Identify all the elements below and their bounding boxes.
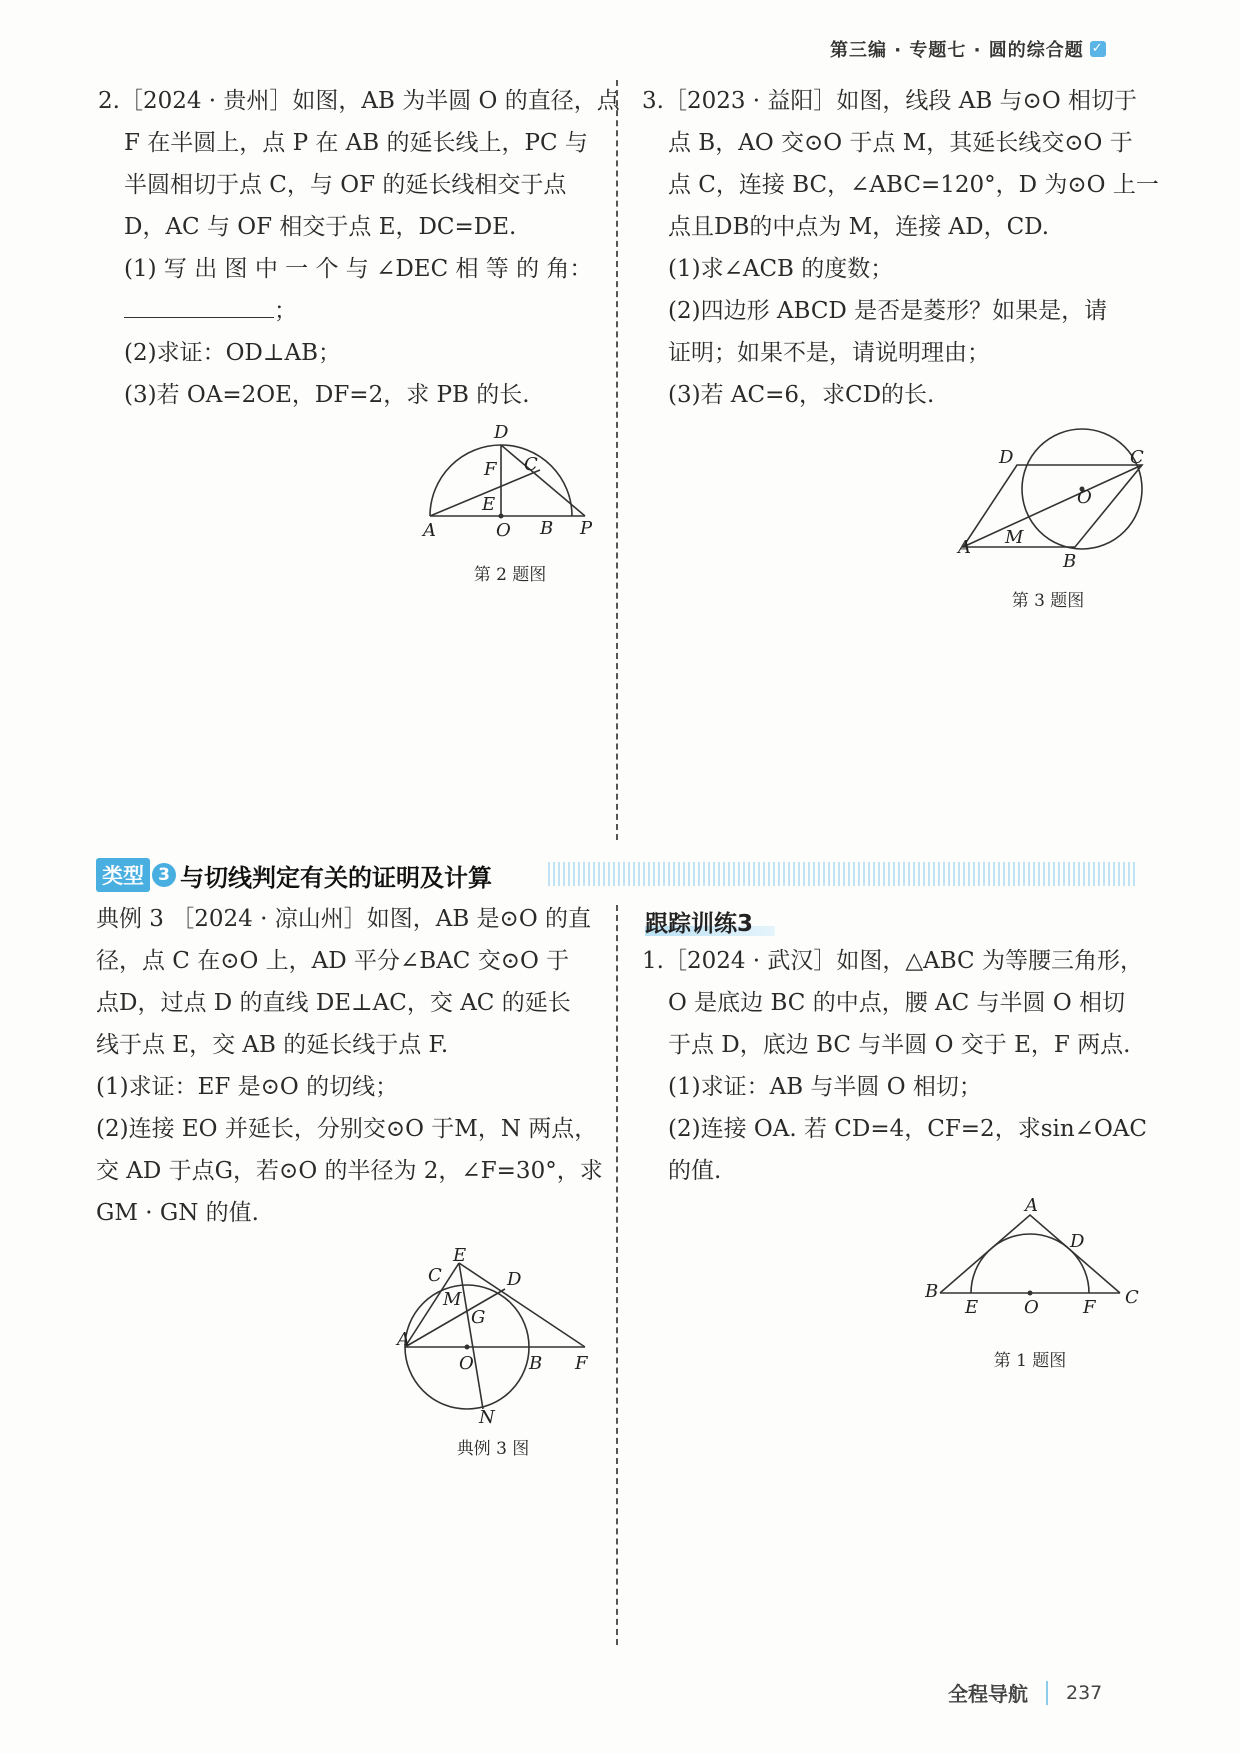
label-f: F (1083, 1297, 1096, 1318)
center-dot (499, 514, 504, 519)
label-d: D (494, 422, 509, 443)
q2-sub1-end: ； (274, 298, 297, 324)
q3-caption: 第 3 题图 (1011, 591, 1085, 611)
label-d: D (507, 1269, 522, 1290)
header-text: 第三编 · 专题七 · 圆的综合题 (830, 40, 1084, 61)
type-tag: 类型 (96, 858, 150, 892)
label-e: E (965, 1297, 979, 1318)
label-o: O (496, 520, 511, 540)
label-o: O (459, 1353, 474, 1374)
q3-line: 3.［2023 · 益阳］如图，线段 AB 与⊙O 相切于 (642, 88, 1137, 114)
q2-caption: 第 2 题图 (473, 565, 547, 585)
q3-line: 点 B，AO 交⊙O 于点 M，其延长线交⊙O 于 (668, 130, 1133, 156)
page-number: 237 (1066, 1681, 1103, 1704)
center-dot (1028, 1291, 1033, 1296)
label-a: A (423, 520, 436, 540)
label-b: B (1063, 551, 1077, 572)
running-header (830, 36, 1106, 62)
type-number: 3 (152, 863, 176, 887)
label-c: C (1130, 447, 1144, 468)
q3-line: 点 C，连接 BC，∠ABC=120°，D 为⊙O 上一 (668, 172, 1159, 198)
label-d: D (999, 447, 1014, 468)
label-c: C (1125, 1287, 1139, 1308)
track-caption: 第 1 题图 (993, 1351, 1067, 1371)
ex3-line: 线于点 E，交 AB 的延长线于点 F. (96, 1032, 449, 1058)
q2-line: D，AC 与 OF 相交于点 E，DC=DE. (124, 214, 517, 240)
q3-sub2-cont: 证明；如果不是，请说明理由； (668, 340, 990, 366)
label-b: B (540, 518, 554, 539)
label-p: P (580, 518, 593, 539)
ex3-sub1: (1)求证：EF 是⊙O 的切线； (96, 1074, 399, 1100)
track-figure (925, 1195, 1145, 1325)
track-sub2: (2)连接 OA. 若 CD=4，CF=2，求sin∠OAC (668, 1116, 1148, 1142)
q3-sub1: (1)求∠ACB 的度数； (668, 256, 894, 282)
question-2 (98, 80, 620, 416)
label-e: E (453, 1245, 467, 1266)
ex3-sub2: (2)连接 EO 并延长，分别交⊙O 于M，N 两点， (96, 1116, 598, 1142)
q2-line: 2.［2024 · 贵州］如图，AB 为半圆 O 的直径，点 (98, 88, 620, 114)
q2-line: 半圆相切于点 C，与 OF 的延长线相交于点 (124, 172, 567, 198)
label-b: B (925, 1281, 939, 1302)
track-line: 于点 D，底边 BC 与半圆 O 交于 E，F 两点. (668, 1032, 1131, 1058)
label-c: C (524, 454, 538, 475)
label-a: A (958, 537, 971, 558)
example-3 (96, 898, 606, 1234)
ex3-sub2-cont: GM · GN 的值. (96, 1200, 259, 1226)
section-heading (96, 858, 492, 892)
ex3-line: 典例 3 ［2024 · 凉山州］如图，AB 是⊙O 的直 (96, 906, 591, 932)
triangle-sides (940, 1215, 1120, 1293)
label-g: G (471, 1307, 486, 1328)
label-m: M (443, 1289, 462, 1310)
track-sub1: (1)求证：AB 与半圆 O 相切； (668, 1074, 982, 1100)
q3-line: 点且DB的中点为 M，连接 AD，CD. (668, 214, 1050, 240)
footer (948, 1678, 1102, 1707)
q2-line: F 在半圆上，点 P 在 AB 的延长线上，PC 与 (124, 130, 588, 156)
question-3 (642, 80, 1159, 416)
q2-sub2: (2)求证：OD⊥AB； (124, 340, 342, 366)
label-a: A (397, 1329, 410, 1350)
column-divider (616, 905, 618, 1645)
checkmark-icon: ✓ (1090, 41, 1106, 57)
ex3-figure (395, 1245, 595, 1425)
label-o: O (1077, 487, 1092, 508)
label-e: E (482, 494, 496, 515)
q3-sub3: (3)若 AC=6，求CD的长. (668, 382, 935, 408)
label-d: D (1070, 1231, 1085, 1252)
track-sub2-cont: 的值. (668, 1158, 722, 1184)
ex3-caption: 典例 3 图 (456, 1439, 530, 1459)
label-n: N (479, 1407, 495, 1425)
ex3-line: 点D，过点 D 的直线 DE⊥AC，交 AC 的延长 (96, 990, 571, 1016)
q3-sub2: (2)四边形 ABCD 是否是菱形？如果是，请 (668, 298, 1108, 324)
answer-blank[interactable] (124, 297, 274, 318)
footer-brand: 全程导航 (948, 1682, 1028, 1706)
track-line: 1.［2024 · 武汉］如图，△ABC 为等腰三角形， (642, 948, 1143, 974)
q3-figure (955, 425, 1155, 575)
label-m: M (1005, 527, 1024, 548)
label-f: F (575, 1353, 588, 1374)
center-dot (465, 1345, 470, 1350)
label-c: C (428, 1265, 442, 1286)
type-title: 与切线判定有关的证明及计算 (180, 863, 492, 892)
q2-sub3: (3)若 OA=2OE，DF=2，求 PB 的长. (124, 382, 530, 408)
label-b: B (529, 1353, 543, 1374)
q2-sub1: (1) 写 出 图 中 一 个 与 ∠DEC 相 等 的 角： (124, 256, 593, 282)
decorative-stripe (548, 862, 1138, 886)
label-a: A (1025, 1195, 1038, 1216)
q2-sub1-blank-line (98, 290, 598, 332)
q2-figure (420, 420, 600, 540)
label-f: F (484, 459, 497, 480)
track-title: 跟踪训练3 (645, 911, 754, 937)
label-o: O (1024, 1297, 1039, 1318)
column-divider (616, 80, 618, 840)
footer-separator (1046, 1681, 1048, 1705)
ex3-line: 径，点 C 在⊙O 上，AD 平分∠BAC 交⊙O 于 (96, 948, 570, 974)
ex3-sub2-cont: 交 AD 于点G，若⊙O 的半径为 2，∠F=30°，求 (96, 1158, 603, 1184)
track-line: O 是底边 BC 的中点，腰 AC 与半圆 O 相切 (668, 990, 1126, 1016)
track-question-1 (642, 940, 1148, 1192)
